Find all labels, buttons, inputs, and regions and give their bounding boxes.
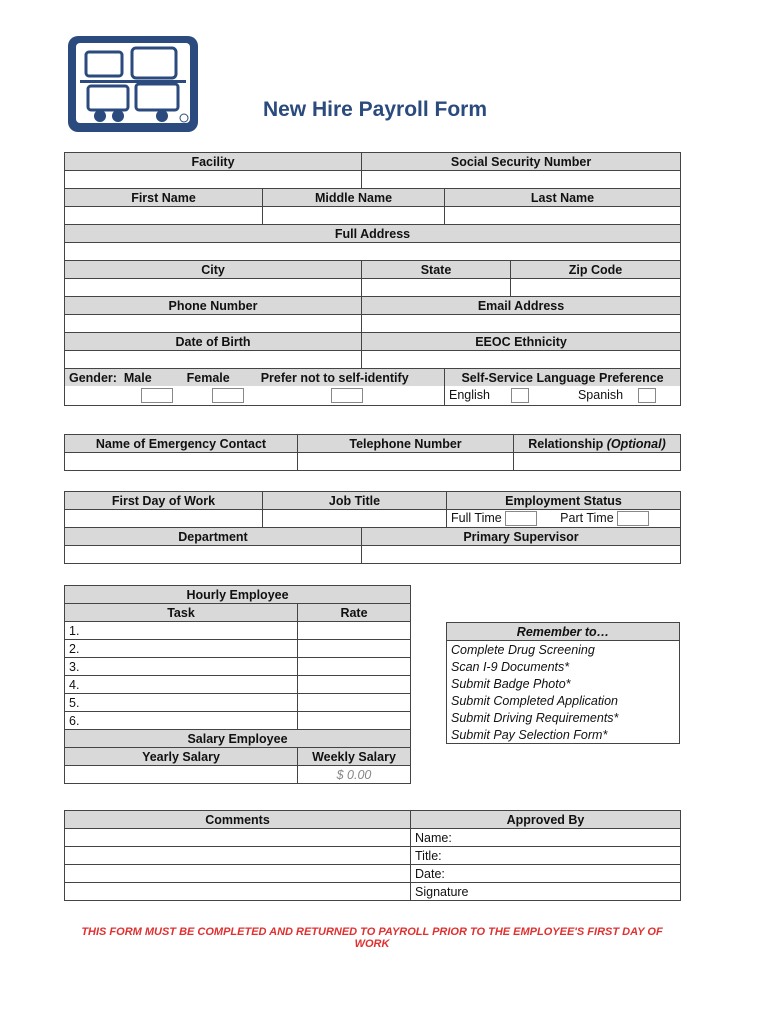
comments-field-3[interactable] xyxy=(65,865,411,883)
eeoc-label: EEOC Ethnicity xyxy=(362,333,681,351)
ssn-field[interactable] xyxy=(362,171,681,189)
task-row-2[interactable]: 2. xyxy=(65,640,298,658)
comments-field-1[interactable] xyxy=(65,829,411,847)
rate-field-2[interactable] xyxy=(298,640,411,658)
remember-header: Remember to… xyxy=(447,623,680,641)
email-label: Email Address xyxy=(362,297,681,315)
rate-field-4[interactable] xyxy=(298,676,411,694)
language-options xyxy=(445,386,681,405)
ssn-label: Social Security Number xyxy=(362,153,681,171)
full-address-field[interactable] xyxy=(65,243,681,261)
city-label: City xyxy=(65,261,362,279)
remember-item: Submit Pay Selection Form* xyxy=(447,726,680,744)
personal-info-table xyxy=(64,152,681,406)
facility-label: Facility xyxy=(65,153,362,171)
approver-signature-label[interactable]: Signature xyxy=(411,883,681,901)
department-label: Department xyxy=(65,528,362,546)
rate-field-5[interactable] xyxy=(298,694,411,712)
remember-box xyxy=(446,622,680,744)
weekly-salary-value[interactable]: $ 0.00 xyxy=(298,766,411,784)
full-time-checkbox[interactable] xyxy=(505,511,537,526)
salary-header: Salary Employee xyxy=(65,730,411,748)
approver-title-label[interactable]: Title: xyxy=(411,847,681,865)
company-logo xyxy=(66,34,200,134)
dob-label: Date of Birth xyxy=(65,333,362,351)
rate-field-1[interactable] xyxy=(298,622,411,640)
comments-label: Comments xyxy=(65,811,411,829)
first-name-label: First Name xyxy=(65,189,263,207)
gender-checkboxes xyxy=(65,386,445,405)
emergency-phone-field[interactable] xyxy=(298,453,514,471)
emergency-phone-label: Telephone Number xyxy=(298,435,514,453)
task-row-5[interactable]: 5. xyxy=(65,694,298,712)
full-address-label: Full Address xyxy=(65,225,681,243)
relationship-text: Relationship xyxy=(528,436,604,451)
remember-item: Submit Badge Photo* xyxy=(447,675,680,692)
rate-field-6[interactable] xyxy=(298,712,411,730)
zip-label: Zip Code xyxy=(511,261,681,279)
task-row-4[interactable]: 4. xyxy=(65,676,298,694)
supervisor-label: Primary Supervisor xyxy=(362,528,681,546)
spanish-label: Spanish xyxy=(577,387,624,402)
email-field[interactable] xyxy=(362,315,681,333)
task-row-6[interactable]: 6. xyxy=(65,712,298,730)
hourly-header: Hourly Employee xyxy=(65,586,411,604)
task-row-3[interactable]: 3. xyxy=(65,658,298,676)
emergency-name-field[interactable] xyxy=(65,453,298,471)
remember-item: Submit Driving Requirements* xyxy=(447,709,680,726)
spanish-checkbox[interactable] xyxy=(638,388,656,403)
remember-item: Complete Drug Screening xyxy=(447,641,680,659)
state-label: State xyxy=(362,261,511,279)
remember-item: Submit Completed Application xyxy=(447,692,680,709)
first-name-field[interactable] xyxy=(65,207,263,225)
first-day-label: First Day of Work xyxy=(65,492,263,510)
comments-field-4[interactable] xyxy=(65,883,411,901)
last-name-field[interactable] xyxy=(445,207,681,225)
prefer-not-label: Prefer not to self-identify xyxy=(260,370,409,385)
emergency-table xyxy=(64,434,681,471)
english-checkbox[interactable] xyxy=(511,388,529,403)
middle-name-field[interactable] xyxy=(263,207,445,225)
supervisor-field[interactable] xyxy=(362,546,681,564)
page-title: New Hire Payroll Form xyxy=(262,98,488,121)
optional-text: (Optional) xyxy=(606,436,666,451)
last-name-label: Last Name xyxy=(445,189,681,207)
state-field[interactable] xyxy=(362,279,511,297)
facility-field[interactable] xyxy=(65,171,362,189)
rate-field-3[interactable] xyxy=(298,658,411,676)
gender-label: Gender: xyxy=(69,370,117,385)
city-field[interactable] xyxy=(65,279,362,297)
female-checkbox[interactable] xyxy=(212,388,244,403)
job-title-label: Job Title xyxy=(263,492,447,510)
first-day-field[interactable] xyxy=(65,510,263,528)
language-pref-label: Self-Service Language Preference xyxy=(445,369,681,387)
rate-label: Rate xyxy=(298,604,411,622)
employment-status-label: Employment Status xyxy=(447,492,681,510)
weekly-salary-label: Weekly Salary xyxy=(298,748,411,766)
approval-table xyxy=(64,810,681,901)
relationship-field[interactable] xyxy=(514,453,681,471)
english-label: English xyxy=(449,387,491,402)
part-time-checkbox[interactable] xyxy=(617,511,649,526)
approved-by-label: Approved By xyxy=(411,811,681,829)
male-checkbox[interactable] xyxy=(141,388,173,403)
middle-name-label: Middle Name xyxy=(263,189,445,207)
employment-status-options xyxy=(447,510,681,528)
department-field[interactable] xyxy=(65,546,362,564)
approver-date-label[interactable]: Date: xyxy=(411,865,681,883)
male-label: Male xyxy=(123,370,152,385)
eeoc-field[interactable] xyxy=(362,351,681,369)
female-label: Female xyxy=(186,370,230,385)
task-label: Task xyxy=(65,604,298,622)
gender-options xyxy=(65,369,445,387)
task-row-1[interactable]: 1. xyxy=(65,622,298,640)
phone-field[interactable] xyxy=(65,315,362,333)
zip-field[interactable] xyxy=(511,279,681,297)
footer-notice: THIS FORM MUST BE COMPLETED AND RETURNED TO PAYROLL PRIOR TO THE EMPLOYEE'S FIRST DAY OF WORK xyxy=(81,926,663,950)
phone-label: Phone Number xyxy=(65,297,362,315)
full-time-label: Full Time xyxy=(451,510,502,525)
dob-field[interactable] xyxy=(65,351,362,369)
approver-name-label[interactable]: Name: xyxy=(411,829,681,847)
relationship-label xyxy=(514,435,681,453)
work-table xyxy=(64,491,681,564)
part-time-label: Part Time xyxy=(560,510,614,525)
yearly-salary-label: Yearly Salary xyxy=(65,748,298,766)
yearly-salary-field[interactable] xyxy=(65,766,298,784)
pay-table xyxy=(64,585,411,784)
prefer-not-checkbox[interactable] xyxy=(331,388,363,403)
comments-field-2[interactable] xyxy=(65,847,411,865)
remember-item: Scan I-9 Documents* xyxy=(447,658,680,675)
emergency-name-label: Name of Emergency Contact xyxy=(65,435,298,453)
job-title-field[interactable] xyxy=(263,510,447,528)
